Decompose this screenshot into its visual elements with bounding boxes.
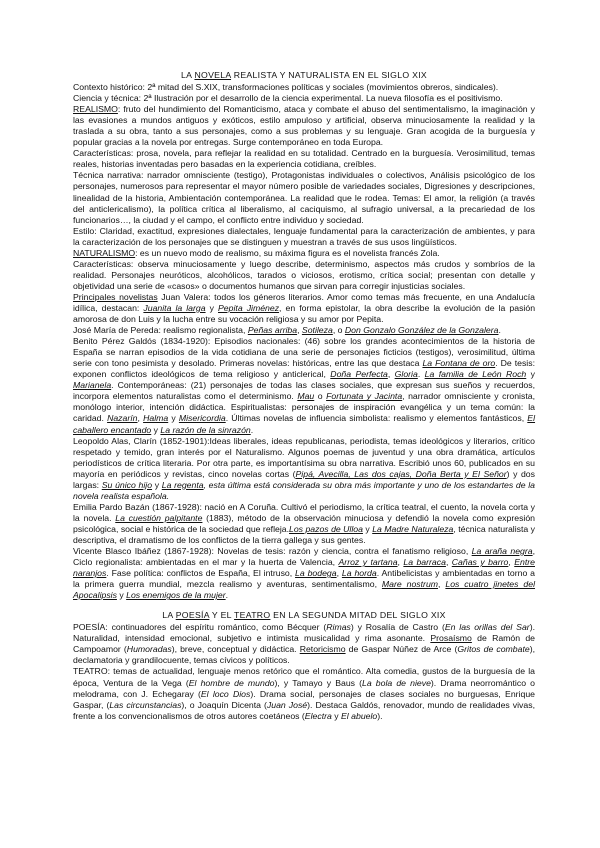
work-title: La barraca xyxy=(403,557,446,568)
caracteristicas-realismo-paragraph: Características: prosa, novela, para reflejar la realidad en su totalidad. Centrado en la burguesía. Verosimilitud, temas reales, historias inventadas pero basadas en la experiencia cotidiana, creíbles. xyxy=(73,148,535,170)
work-title: Nazarín xyxy=(107,413,138,424)
work-title: Arroz y tartana xyxy=(338,557,398,568)
contexto-paragraph: Contexto histórico: 2ª mitad del S.XIX, transformaciones políticas y sociales (movimientos obreros, sindicales). xyxy=(73,82,499,93)
caracteristicas-naturalismo-paragraph: Características: observa minuciosamente y luego describe, determinismo, aspectos más crudos y sombríos de la realidad. Personajes neuróticos, alcohólicos, tarados o viciosos, erotismo, crítica social; presentan con detalle y objetividad una serie de «casos» o documentos humanos que sirvan para corregir injusticias sociales. xyxy=(73,258,535,291)
work-title: Pepita Jiménez xyxy=(218,302,280,313)
realismo-paragraph: REALISMO: fruto del hundimiento del Romanticismo, ataca y combate el abuso del sentimentalismo, la imaginación y las evasiones a mundos antiguos y exóticos, estilo ampuloso y artificial, observa minuciosamente la realidad y la traslada a su obra, tanto a sus personajes, como a sus problemas y su lenguaje. Gran acogida de la burguesía y popular gracias a la novela por entregas. Surge contemporáneo en toda Europa. xyxy=(73,104,535,148)
work-title: Humoradas xyxy=(126,644,172,655)
term-label: Retoricismo xyxy=(299,644,346,655)
principales-label: Principales novelistas xyxy=(73,291,158,302)
work-title: La Fontana de oro xyxy=(422,358,496,369)
section-title-poesia-teatro: LA POESÍA Y EL TEATRO EN LA SEGUNDA MITAD DEL SIGLO XIX xyxy=(162,610,446,621)
work-title: Juan José xyxy=(266,699,308,710)
page-title: LA NOVELA REALISTA Y NATURALISTA EN EL SIGLO XIX xyxy=(180,70,427,80)
work-title: Electra xyxy=(304,710,332,721)
work-title: El loco Dios xyxy=(200,688,251,699)
pardo-bazan-paragraph: Emilia Pardo Bazán (1867-1928): nació en A Coruña. Cultivó el periodismo, la crítica teatral, el cuento, la novela corta y la novela. La cuestión palpitante (1883), método de la observación minuciosa y defendió la novela como expresión psicológica, social e histórica de la sociedad que refleja.Los pazos de Ulloa y La Madre Naturaleza, técnica naturalista y descriptiva, el dramatismo de los conflictos de la tierra gallega y sus gentes. xyxy=(73,501,536,545)
work-title: La Madre Naturaleza xyxy=(372,523,454,534)
work-title: Misericordia xyxy=(178,413,226,424)
work-title: La razón de la sinrazón xyxy=(160,424,251,435)
naturalismo-paragraph: NATURALISMO: es un nuevo modo de realismo, su máxima figura es el novelista francés Zola. xyxy=(73,247,440,258)
work-title: La cuestión palpitante xyxy=(115,512,203,523)
galdos-paragraph: Benito Pérez Galdós (1834-1920): Episodios nacionales: (46) sobre los grandes acontecimientos de la historia de España se narran episodios de la vida cotidiana de una serie de personajes ficticios (testigos), verosimilitud, última serie con tono pesimista y desolado. Primeras novelas: históricas, entre las que destaca La Fontana de oro. De tesis: exponen conflictos ideológicos de tema religioso y anticlerical, Doña Perfecta, Gloria. La familia de León Roch y Marianela. Contemporáneas: (21) personajes de todas las clases sociales, que expresan sus sueños y recuerdos, incorpora elementos naturalistas como el determinismo. Mau o Fortunata y Jacinta, narrador omnisciente y cronista, monólogo interior, intención didáctica. Espiritualistas: personajes de inspiración evangélica y un tema común: la caridad. Nazarín, Halma y Misericordia. Últimas novelas de influencia simbolista: realismo y elementos fantásticos, El caballero encantado y La razón de la sinrazón. xyxy=(73,336,536,435)
work-title: Entre naranjos xyxy=(73,557,535,579)
work-title: Gritos de combate xyxy=(457,644,530,655)
estilo-paragraph: Estilo: Claridad, exactitud, expresiones dialectales, lenguaje fundamental para la caracterización de ambientes, y para la caracterización de los personajes que se distinguen y muestran a través de sus usos lingüísticos. xyxy=(73,225,535,247)
work-title: Los cuatro jinetes del Apocalipsis xyxy=(73,579,536,601)
work-title: Doña Perfecta xyxy=(330,369,388,380)
work-title: Mau xyxy=(297,391,315,402)
work-title: En las orillas del Sar xyxy=(444,622,530,633)
work-title: Marianela xyxy=(73,380,112,391)
work-title: La bodega xyxy=(295,568,337,579)
work-title: Pipá, Avecilla, Las dos cajas, Doña Berta y El Señor xyxy=(295,468,507,479)
work-title: La familia de León Roch xyxy=(424,369,527,380)
work-title: Gloria xyxy=(394,369,418,380)
document-page xyxy=(73,70,535,722)
teatro-paragraph: TEATRO: temas de actualidad, lenguaje menos retórico que el romántico. Alta comedia, gustos de la burguesía de la época, Ventura de la Vega (El hombre de mundo), y Tamayo y Baus (La bola de nieve). Drama neorromántico o melodrama, con J. Echegaray (El loco Dios). Drama social, personajes de clases sociales no burguesas, Enrique Gaspar, (Las circunstancias), o Joaquín Dicenta (Juan José). Destaca Galdós, renovador, mundo de realidades vivas, frente a los convencionalismos de otros autores coetáneos (Electra y El abuelo). xyxy=(73,666,535,721)
work-title: Don Gonzalo González de la Gonzalera xyxy=(344,325,499,336)
work-title: La araña negra xyxy=(471,546,533,557)
blasco-ibanez-paragraph: Vicente Blasco Ibáñez (1867-1928): Novelas de tesis: razón y ciencia, contra el fanatismo religioso, La araña negra, Ciclo regionalista: ambientadas en el mar y la huerta de Valencia, Arroz y tartana, La barraca, Cañas y barro, Entre naranjos. Fase política: conflictos de España, El intruso, La bodega, La horda. Antibelicistas y ambientadas en torno a la primera guerra mundial, mezcla realismo y aventuras, sentimentalismo, Mare nostrum, Los cuatro jinetes del Apocalipsis y Los enemigos de la mujer. xyxy=(73,546,536,601)
clarin-paragraph: Leopoldo Alas, Clarín (1852-1901):Ideas liberales, ideas republicanas, periodista, temas ideológicos y literarios, crítico respetado y temido, gran interés por el Naturalismo. Algunos poemas de juventud y una obra dramática, artículos periodísticos de crítica literaria. Por otra parte, es importantísima su obra narrativa. Escribió unos 60, publicados en su mayoría en periódicos y revistas, cinco novelas cortas (Pipá, Avecilla, Las dos cajas, Doña Berta y El Señor) y dos largas: Su único hijo y La regenta, esta última está considerada su obra más importante y uno de los estandartes de la novela realista española. xyxy=(73,435,535,501)
work-title: Rimas xyxy=(326,622,351,633)
work-title: Las circunstancias xyxy=(109,699,182,710)
work-title: El hombre de mundo xyxy=(188,677,275,688)
work-title: El caballero encantado xyxy=(73,413,536,435)
ciencia-paragraph: Ciencia y técnica: 2ª Ilustración por el desarrollo de la ciencia experimental. La nueva filosofía es el positivismo. xyxy=(73,93,503,104)
work-title: Juanita la larga xyxy=(143,302,206,313)
tecnica-paragraph: Técnica narrativa: narrador omnisciente (testigo), Protagonistas individuales o colectivos, Análisis psicológico de los personajes, numerosos para representar el mayor número posible de variedades sociales, Digresiones y descripciones, linealidad de la historia, Ambientación contemporánea. La realidad que le rodea. Temas: El amor, la religión (a través del anticlericalismo), la política crítica al liberalismo, al caciquismo, al sufragio universal, a la precariedad de los funcionarios…, la ciudad y el campo, el conflicto entre individuo y sociedad. xyxy=(73,170,535,225)
valera-paragraph: Principales novelistas Juan Valera: todos los géneros literarios. Amor como temas más frecuente, en una Andalucía idílica, destacan: Juanita la larga y Pepita Jiménez, en forma epistolar, la obra describe la evolución de la pasión amorosa de don Luis y la lucha entre su vocación religiosa y su amor por Pepita. xyxy=(73,291,536,325)
work-title: Los pazos de Ulloa xyxy=(289,523,363,534)
work-title: Su único hijo xyxy=(101,479,153,490)
work-title: Los enemigos de la mujer xyxy=(126,590,226,601)
work-title: Cañas y barro xyxy=(451,557,509,568)
work-title: La regenta xyxy=(161,479,204,490)
work-title: Halma xyxy=(143,413,169,424)
work-title: La bola de nieve xyxy=(362,677,431,688)
realismo-label: REALISMO xyxy=(73,104,118,115)
naturalismo-label: NATURALISMO xyxy=(73,247,136,258)
work-title: Sotileza xyxy=(301,325,333,336)
term-label: Prosaísmo xyxy=(430,633,472,644)
pereda-paragraph: José María de Pereda: realismo regionalista, Peñas arriba, Sotileza, o Don Gonzalo González de la Gonzalera. xyxy=(73,325,501,336)
poesia-paragraph: POESÍA: continuadores del espíritu romántico, como Bécquer (Rimas) y Rosalía de Castro (En las orillas del Sar). Naturalidad, intensidad emocional, subjetivo e intimista musicalidad y rima asonante. Prosaísmo de Ramón de Campoamor (Humoradas), breve, conceptual y didáctica. Retoricismo de Gaspar Núñez de Arce (Gritos de combate), declamatoria y grandilocuente, temas cívicos y políticos. xyxy=(73,622,536,666)
work-title: La horda xyxy=(341,568,377,579)
work-title: El abuelo xyxy=(341,710,378,721)
work-title: Peñas arriba xyxy=(247,325,298,336)
work-title: Mare nostrum xyxy=(381,579,439,590)
work-title: Fortunata y Jacinta xyxy=(326,391,403,402)
